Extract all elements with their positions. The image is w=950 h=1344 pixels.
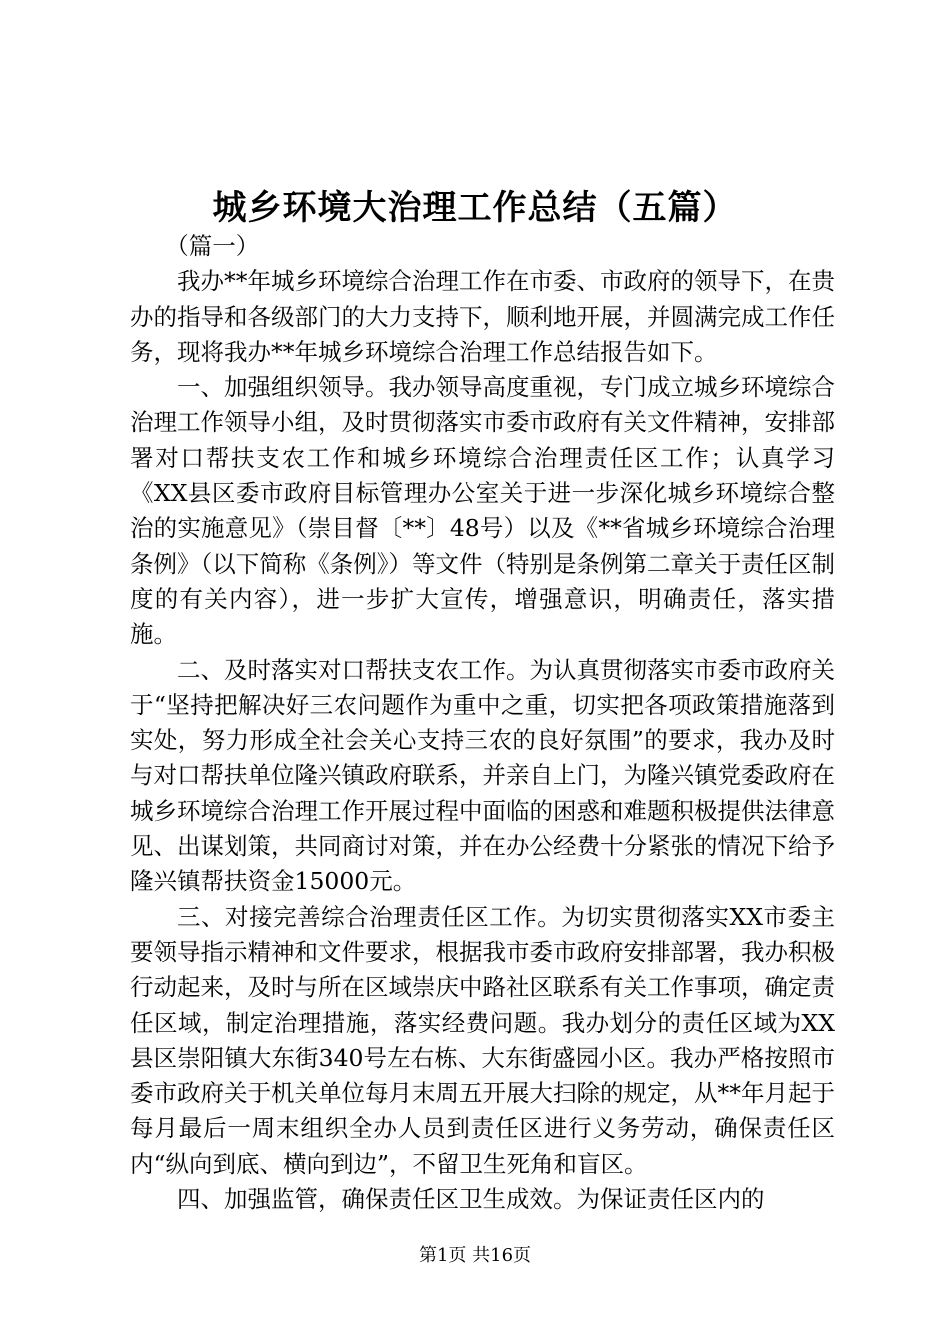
paragraph-intro: 我办**年城乡环境综合治理工作在市委、市政府的领导下，在贵办的指导和各级部门的大力支持下，顺利地开展，并圆满完成工作任务，现将我办**年城乡环境综合治理工作总结报告如下。 (130, 267, 835, 366)
paragraph-item-1: 一、加强组织领导。我办领导高度重视，专门成立城乡环境综合治理工作领导小组，及时贯彻落实市委市政府有关文件精神，安排部署对口帮扶支农工作和城乡环境综合治理责任区工作；认真学习《XX县区委市政府目标管理办公室关于进一步深化城乡环境综合整治的实施意见》（崇目督〔**〕48号）以及《**省城乡环境综合治理条例》（以下简称《条例》）等文件（特别是条例第二章关于责任区制度的有关内容），进一步扩大宣传，增强意识，明确责任，落实措施。 (130, 373, 835, 649)
paragraph-item-4: 四、加强监管，确保责任区卫生成效。为保证责任区内的 (177, 1185, 765, 1214)
document-body (130, 229, 835, 1217)
page-footer: 第1页 共16页 (418, 1245, 532, 1266)
document-title: 城乡环境大治理工作总结（五篇） (212, 188, 738, 228)
paragraph-item-2: 二、及时落实对口帮扶支农工作。为认真贯彻落实市委市政府关于“坚持把解决好三农问题作为重中之重，切实把各项政策措施落到实处，努力形成全社会关心支持三农的良好氛围”的要求，我办及时与对口帮扶单位隆兴镇政府联系，并亲自上门，为隆兴镇党委政府在城乡环境综合治理工作开展过程中面临的困惑和难题积极提供法律意见、出谋划策，共同商讨对策，并在办公经费十分紧张的情况下给予隆兴镇帮扶资金15000元。 (130, 655, 835, 896)
paragraph-item-3: 三、对接完善综合治理责任区工作。为切实贯彻落实XX市委主要领导指示精神和文件要求，根据我市委市政府安排部署，我办积极行动起来，及时与所在区域崇庆中路社区联系有关工作事项，确定责任区域，制定治理措施，落实经费问题。我办划分的责任区域为XX县区崇阳镇大东街340号左右栋、大东街盛园小区。我办严格按照市委市政府关于机关单位每月末周五开展大扫除的规定，从**年月起于每月最后一周末组织全办人员到责任区进行义务劳动，确保责任区内“纵向到底、横向到边”，不留卫生死角和盲区。 (130, 902, 835, 1178)
section-label: （篇一） (165, 232, 260, 260)
